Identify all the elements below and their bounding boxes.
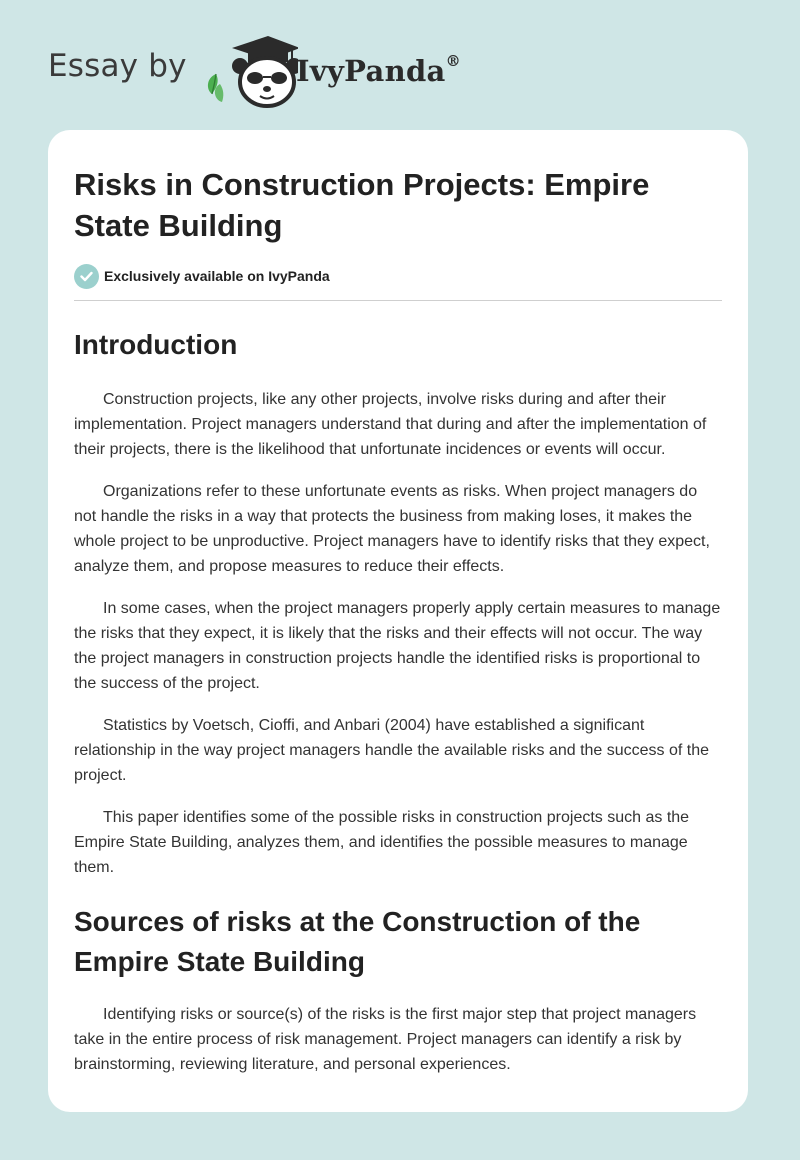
brand-logo-text[interactable]: [296, 54, 461, 88]
leaf-icon: [208, 74, 223, 102]
divider: [74, 300, 722, 301]
essay-card: [48, 130, 748, 1112]
paragraph: Statistics by Voetsch, Cioffi, and Anbari (2004) have established a significant relationship in the way project managers handle the available risks and the success of the project.: [74, 717, 710, 784]
exclusive-label: Exclusively available on IvyPanda: [104, 268, 330, 284]
exclusive-notice: [74, 262, 722, 290]
check-icon: [74, 264, 99, 289]
site-header: [48, 34, 488, 114]
section-heading-introduction: Introduction: [74, 329, 238, 360]
paragraph: Organizations refer to these unfortunate events as risks. When project managers do not handle the risks in a way that protects the business from making loses, it makes the whole project to be unproductive. Project managers have to identify risks that they expect, analyze them, and propose measures to reduce their effects.: [74, 483, 710, 575]
panda-graduate-icon[interactable]: [202, 34, 298, 110]
registered-mark: ®: [445, 52, 461, 71]
page-title: Risks in Construction Projects: Empire State Building: [74, 167, 650, 243]
paragraph: This paper identifies some of the possible risks in construction projects such as the Empire State Building, analyzes them, and identifies the possible measures to manage them.: [74, 809, 690, 876]
section-heading-sources-of-risks: Sources of risks at the Construction of the Empire State Building: [74, 906, 641, 977]
essay-by-label: Essay by: [48, 48, 187, 84]
paragraph: Construction projects, like any other projects, involve risks during and after their implementation. Project managers understand that during and after the implementation of their projects, there is the likelihood that unfortunate incidences or events will occur.: [74, 391, 707, 458]
paragraph: Identifying risks or source(s) of the risks is the first major step that project managers take in the entire process of risk management. Project managers can identify a risk by brainstorming, reviewing literature, and personal experiences.: [74, 1006, 697, 1073]
paragraph: In some cases, when the project managers properly apply certain measures to manage the risks that they expect, it is likely that the risks and their effects will not occur. The way the project managers in construction projects handle the identified risks is proportional to the success of the project.: [74, 600, 721, 692]
brand-name: IvyPanda: [296, 54, 446, 88]
